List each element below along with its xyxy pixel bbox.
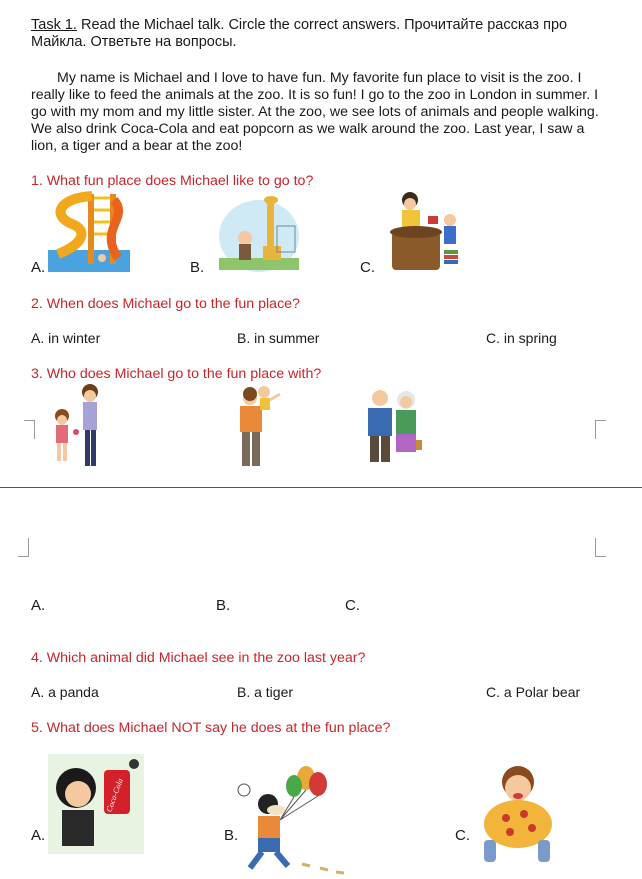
q2-option-c[interactable]: C. in spring (486, 330, 557, 346)
q3-option-a[interactable]: A. (31, 597, 46, 614)
story-paragraph: My name is Michael and I love to have fun. My favorite fun place to visit is the zoo. I really like to feed the animals at the zoo. It is so fun! I go to the zoo in London in summer. I go with my mom and my little sister. At the zoo, we see lots of animals and people walking. We also drink Coca-Cola and eat popcorn as we walk around the zoo. Last year, I saw a lion, a tiger and a bear at the zoo! (31, 70, 599, 154)
q1-option-b[interactable]: B. (190, 259, 205, 276)
dad-and-child-icon (230, 382, 284, 470)
mom-and-sister-icon (48, 382, 106, 470)
crop-mark (595, 538, 606, 557)
question-4: 4. Which animal did Michael see in the zoo last year? (31, 650, 366, 666)
q1-option-c[interactable]: C. (360, 259, 375, 276)
question-3: 3. Who does Michael go to the fun place with? (31, 366, 322, 382)
boy-eating-pizza-icon (476, 760, 558, 868)
q4-option-a[interactable]: A. a panda (31, 684, 99, 700)
q2-option-b[interactable]: B. in summer (237, 330, 320, 346)
library-desk-icon (390, 188, 464, 276)
grandparents-icon (364, 388, 424, 468)
boy-drinking-cola-icon (48, 754, 144, 854)
q4-option-b[interactable]: B. a tiger (237, 684, 294, 700)
cola-can-label: Coca-Cola (104, 777, 125, 814)
q1-option-a[interactable]: A. (31, 259, 46, 276)
crop-mark (595, 420, 606, 439)
question-2: 2. When does Michael go to the fun place? (31, 296, 300, 312)
crop-mark (24, 420, 35, 439)
q5-option-c[interactable]: C. (455, 827, 470, 844)
q5-option-a[interactable]: A. (31, 827, 46, 844)
q2-option-a[interactable]: A. in winter (31, 330, 101, 346)
q3-option-c[interactable]: C. (345, 597, 360, 614)
task-label: Task 1. (31, 17, 77, 33)
q4-option-c[interactable]: C. a Polar bear (486, 684, 581, 700)
page-separator (0, 487, 642, 488)
question-5: 5. What does Michael NOT say he does at the fun place? (31, 720, 391, 736)
q5-option-b[interactable]: B. (224, 827, 239, 844)
zoo-giraffe-icon (219, 196, 299, 274)
task-header (31, 17, 621, 51)
task-instruction-russian: Прочитайте рассказ про Майкла. Ответьте на вопросы. (31, 17, 568, 50)
task-instruction: Read the Michael talk. Circle the correct answers. (76, 17, 401, 33)
goofy-with-balloons-icon (232, 760, 356, 876)
water-slide-icon (48, 188, 130, 274)
question-1: 1. What fun place does Michael like to go to? (31, 173, 314, 189)
q3-option-b[interactable]: B. (216, 597, 231, 614)
crop-mark (18, 538, 29, 557)
